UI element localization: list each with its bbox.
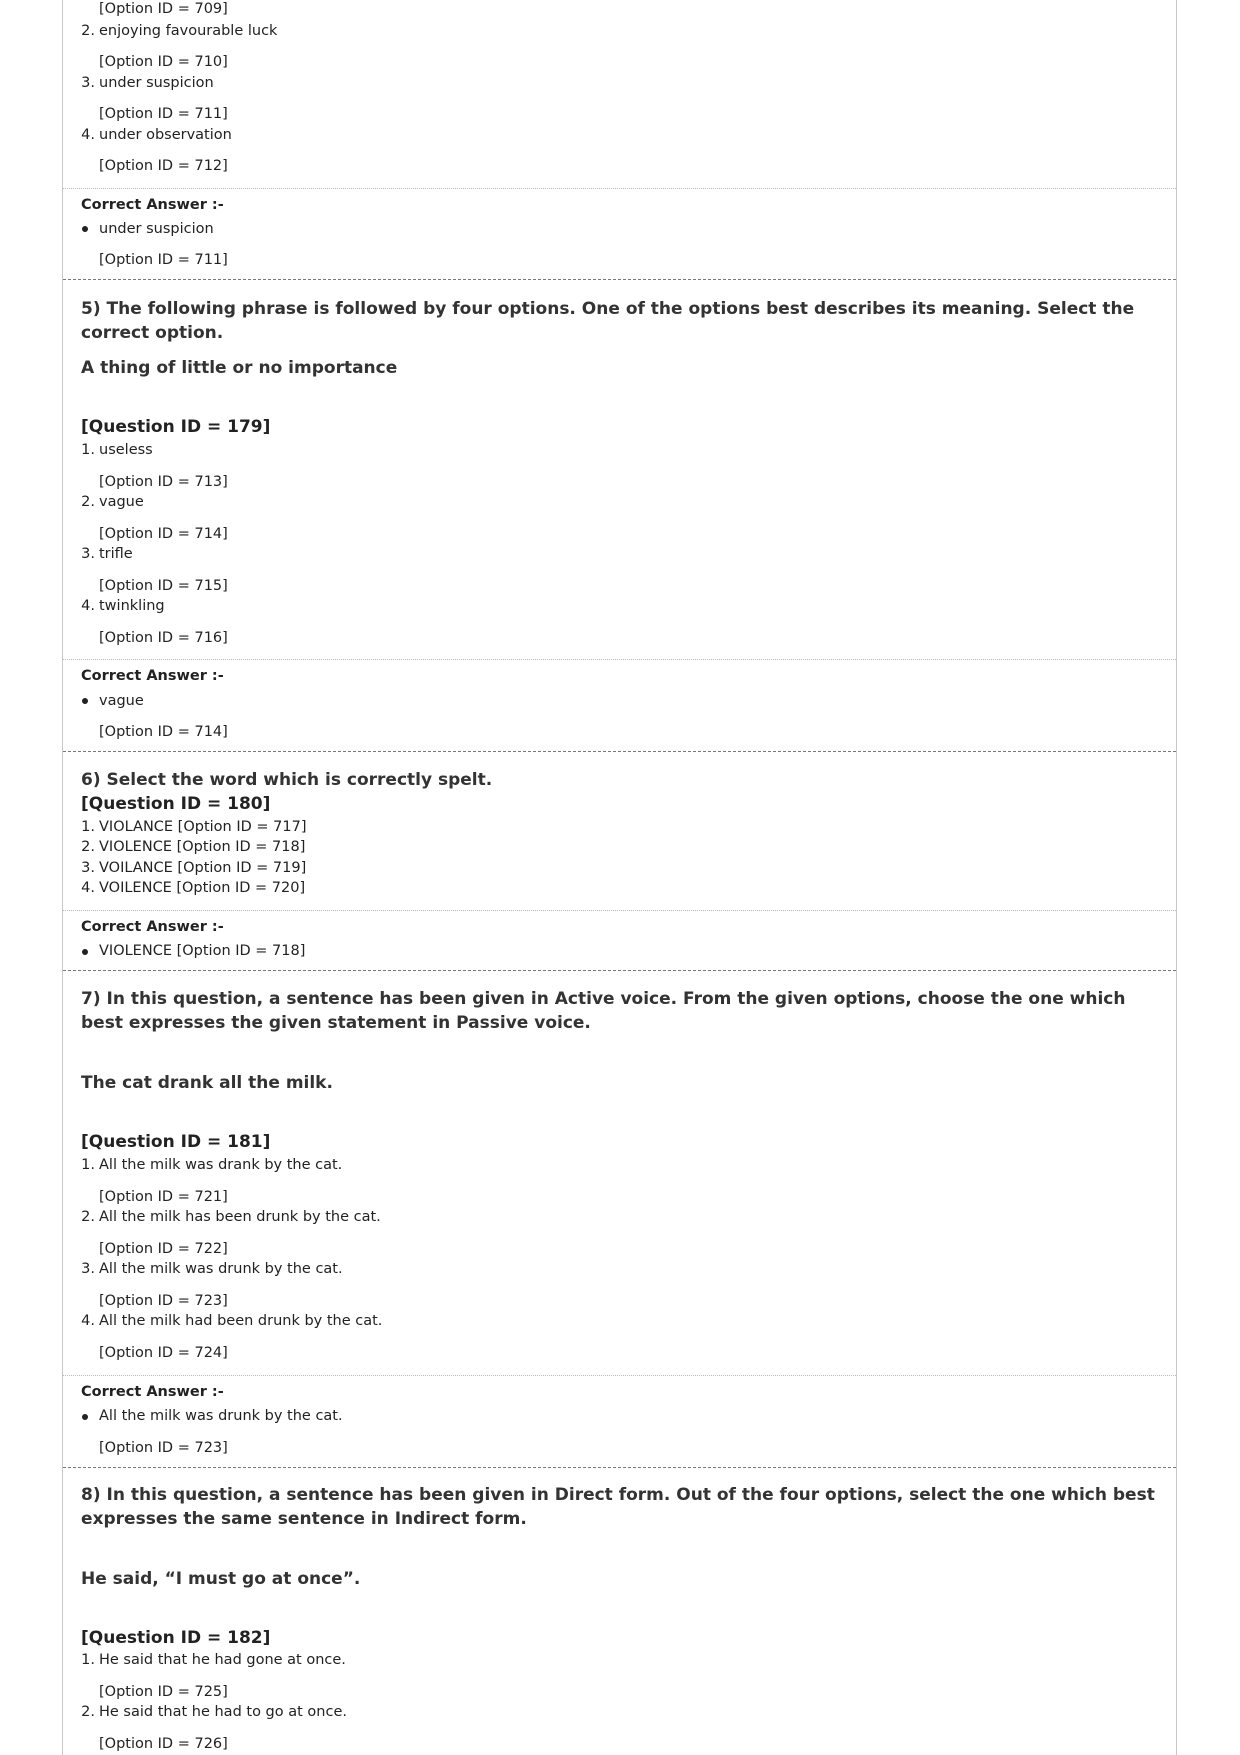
option-item (81, 1208, 381, 1226)
option-number: 1. (81, 819, 95, 835)
option-item (81, 22, 278, 40)
correct-answer-text: vague (99, 693, 144, 709)
option-item (81, 441, 153, 459)
option-number: 2. (81, 494, 95, 510)
option-text: VOILANCE [Option ID = 719] (99, 860, 307, 876)
option-id: [Option ID = 722] (99, 1241, 228, 1257)
option-id: [Option ID = 712] (99, 158, 228, 174)
divider (63, 910, 1176, 911)
option-number: 3. (81, 546, 95, 562)
correct-answer-option-id: [Option ID = 723] (99, 1440, 228, 1456)
option-item (81, 545, 133, 563)
divider (63, 1375, 1176, 1376)
option-text: All the milk was drunk by the cat. (99, 1261, 343, 1277)
option-text: All the milk had been drunk by the cat. (99, 1313, 383, 1329)
question-sentence: The cat drank all the milk. (81, 1073, 333, 1093)
option-id: [Option ID = 714] (99, 526, 228, 542)
option-text: VIOLANCE [Option ID = 717] (99, 819, 307, 835)
correct-answer-option-id: [Option ID = 711] (99, 252, 228, 268)
option-item (81, 493, 144, 511)
option-id: [Option ID = 723] (99, 1293, 228, 1309)
option-item (81, 1260, 343, 1278)
question-id: [Question ID = 182] (81, 1628, 271, 1648)
option-id: [Option ID = 724] (99, 1345, 228, 1361)
option-number: 4. (81, 127, 95, 143)
divider (63, 659, 1176, 660)
question-prompt: 8) In this question, a sentence has been given in Direct form. Out of the four options, select the one which best expresses the same sentence in Indirect form. (81, 1485, 1155, 1529)
question-id: [Question ID = 181] (81, 1132, 271, 1152)
bullet-icon (82, 949, 88, 955)
option-item (81, 859, 307, 877)
correct-answer-text: under suspicion (99, 221, 214, 237)
option-text: VOILENCE [Option ID = 720] (99, 880, 306, 896)
option-item (81, 1651, 346, 1669)
option-item (81, 74, 214, 92)
option-number: 4. (81, 880, 95, 896)
option-text: All the milk has been drunk by the cat. (99, 1209, 381, 1225)
option-id: [Option ID = 710] (99, 54, 228, 70)
correct-answer-label: Correct Answer :- (81, 919, 224, 935)
option-number: 2. (81, 1704, 95, 1720)
option-number: 4. (81, 598, 95, 614)
correct-answer-label: Correct Answer :- (81, 668, 224, 684)
option-number: 3. (81, 75, 95, 91)
option-number: 1. (81, 1157, 95, 1173)
correct-answer-text: All the milk was drunk by the cat. (99, 1408, 343, 1424)
option-number: 3. (81, 1261, 95, 1277)
option-item (81, 597, 165, 615)
question-prompt: 7) In this question, a sentence has been given in Active voice. From the given options, choose the one which best expresses the given statement in Passive voice. (81, 989, 1126, 1033)
question-prompt: 5) The following phrase is followed by four options. One of the options best describes its meaning. Select the correct option. (81, 299, 1135, 343)
option-item (81, 1703, 347, 1721)
option-number: 3. (81, 860, 95, 876)
option-item (81, 818, 307, 836)
option-text: useless (99, 442, 153, 458)
option-item (81, 1156, 343, 1174)
option-id: [Option ID = 709] (99, 1, 228, 17)
question-separator (63, 751, 1176, 752)
document-page (62, 0, 1177, 1755)
question-id: [Question ID = 179] (81, 417, 271, 437)
option-text: He said that he had to go at once. (99, 1704, 347, 1720)
question-separator (63, 279, 1176, 280)
option-text: under suspicion (99, 75, 214, 91)
option-id: [Option ID = 711] (99, 106, 228, 122)
question-phrase: A thing of little or no importance (81, 358, 398, 378)
option-text: All the milk was drank by the cat. (99, 1157, 343, 1173)
question-prompt: 6) Select the word which is correctly spelt. (81, 770, 493, 790)
correct-answer-text: VIOLENCE [Option ID = 718] (99, 943, 306, 959)
option-text: trifle (99, 546, 133, 562)
option-id: [Option ID = 726] (99, 1736, 228, 1752)
option-text: He said that he had gone at once. (99, 1652, 346, 1668)
correct-answer-label: Correct Answer :- (81, 1384, 224, 1400)
divider (63, 188, 1176, 189)
option-text: VIOLENCE [Option ID = 718] (99, 839, 306, 855)
option-number: 2. (81, 1209, 95, 1225)
option-id: [Option ID = 725] (99, 1684, 228, 1700)
option-item (81, 126, 232, 144)
option-text: twinkling (99, 598, 165, 614)
question-separator (63, 970, 1176, 971)
question-id: [Question ID = 180] (81, 794, 271, 814)
option-number: 2. (81, 839, 95, 855)
correct-answer-label: Correct Answer :- (81, 197, 224, 213)
correct-answer-option-id: [Option ID = 714] (99, 724, 228, 740)
bullet-icon (82, 698, 88, 704)
option-id: [Option ID = 716] (99, 630, 228, 646)
bullet-icon (82, 226, 88, 232)
option-text: vague (99, 494, 144, 510)
question-separator (63, 1467, 1176, 1468)
option-number: 1. (81, 1652, 95, 1668)
option-id: [Option ID = 713] (99, 474, 228, 490)
option-text: under observation (99, 127, 232, 143)
bullet-icon (82, 1414, 88, 1420)
option-text: enjoying favourable luck (99, 23, 278, 39)
option-item (81, 838, 306, 856)
option-number: 2. (81, 23, 95, 39)
option-id: [Option ID = 721] (99, 1189, 228, 1205)
option-item (81, 879, 306, 897)
option-number: 1. (81, 442, 95, 458)
option-id: [Option ID = 715] (99, 578, 228, 594)
question-sentence: He said, “I must go at once”. (81, 1569, 361, 1589)
option-item (81, 1312, 383, 1330)
option-number: 4. (81, 1313, 95, 1329)
